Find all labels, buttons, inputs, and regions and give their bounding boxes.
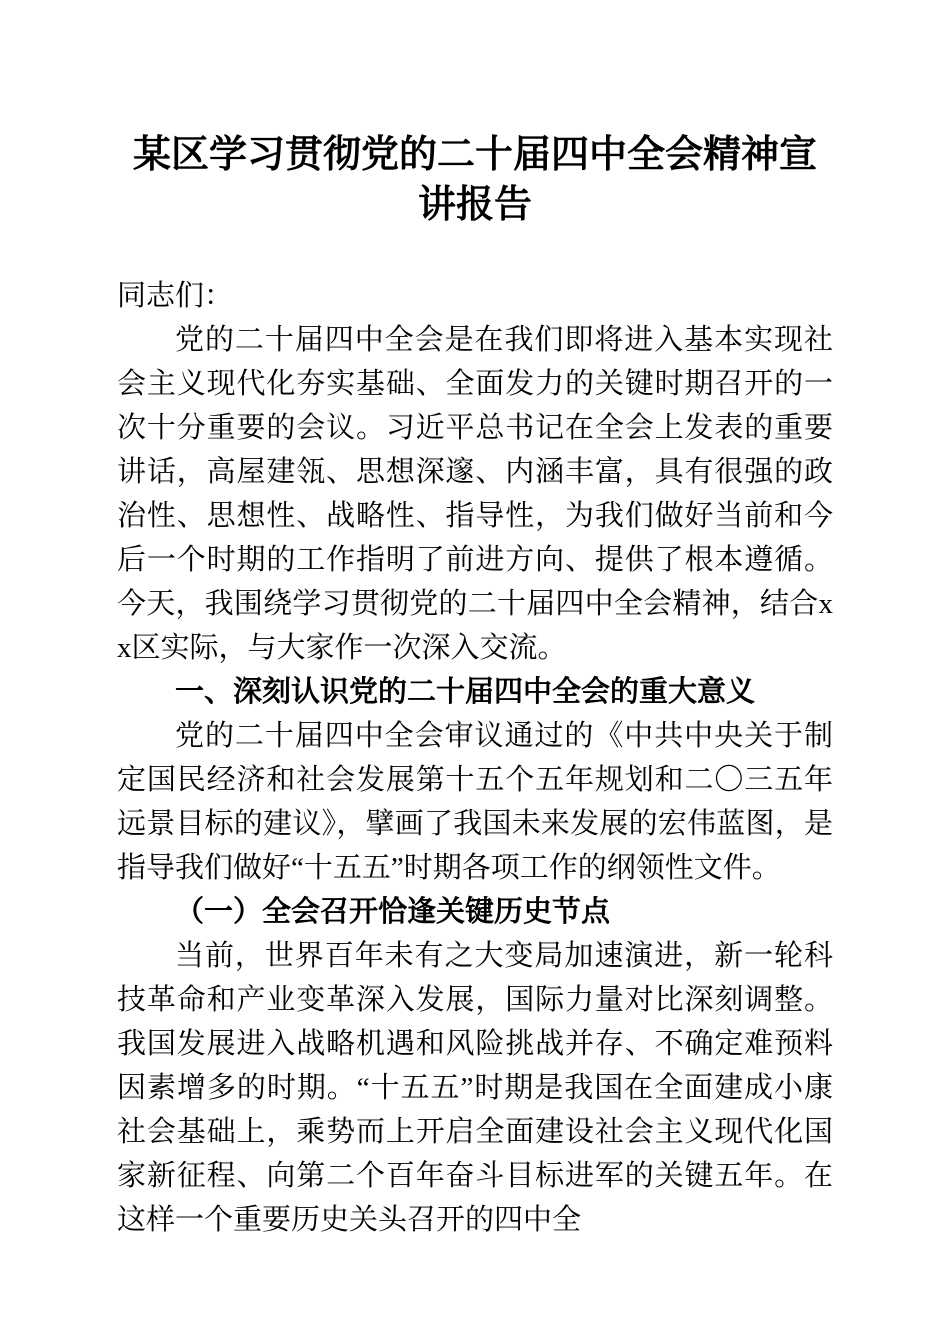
paragraph-intro: 党的二十届四中全会是在我们即将进入基本实现社会主义现代化夯实基础、全面发力的关键时期召开的一次十分重要的会议。习近平总书记在全会上发表的重要讲话，高屋建瓴、思想深邃、内涵丰富，具有很强的政治性、思想性、战略性、指导性，为我们做好当前和今后一个时期的工作指明了前进方向、提供了根本遵循。今天，我围绕学习贯彻党的二十届四中全会精神，结合xx区实际，与大家作一次深入交流。	[117, 324, 833, 664]
document-title: 某区学习贯彻党的二十届四中全会精神宣讲报告	[132, 134, 817, 226]
section-heading-1: 一、深刻认识党的二十届四中全会的重大意义	[175, 676, 756, 708]
salutation-line: 同志们：	[117, 280, 234, 312]
subsection-heading-1-1: （一）全会召开恰逢关键历史节点	[175, 896, 611, 928]
paragraph-subsection-1-1: 当前，世界百年未有之大变局加速演进，新一轮科技革命和产业变革深入发展，国际力量对比深刻调整。我国发展进入战略机遇和风险挑战并存、不确定难预料因素增多的时期。“十五五”时期是我国在全面建成小康社会基础上，乘势而上开启全面建设社会主义现代化国家新征程、向第二个百年奋斗目标进军的关键五年。在这样一个重要历史关头召开的四中全	[117, 940, 833, 1236]
paragraph-section-1: 党的二十届四中全会审议通过的《中共中央关于制定国民经济和社会发展第十五个五年规划和二〇三五年远景目标的建议》，擘画了我国未来发展的宏伟蓝图，是指导我们做好“十五五”时期各项工作的纲领性文件。	[117, 720, 833, 884]
